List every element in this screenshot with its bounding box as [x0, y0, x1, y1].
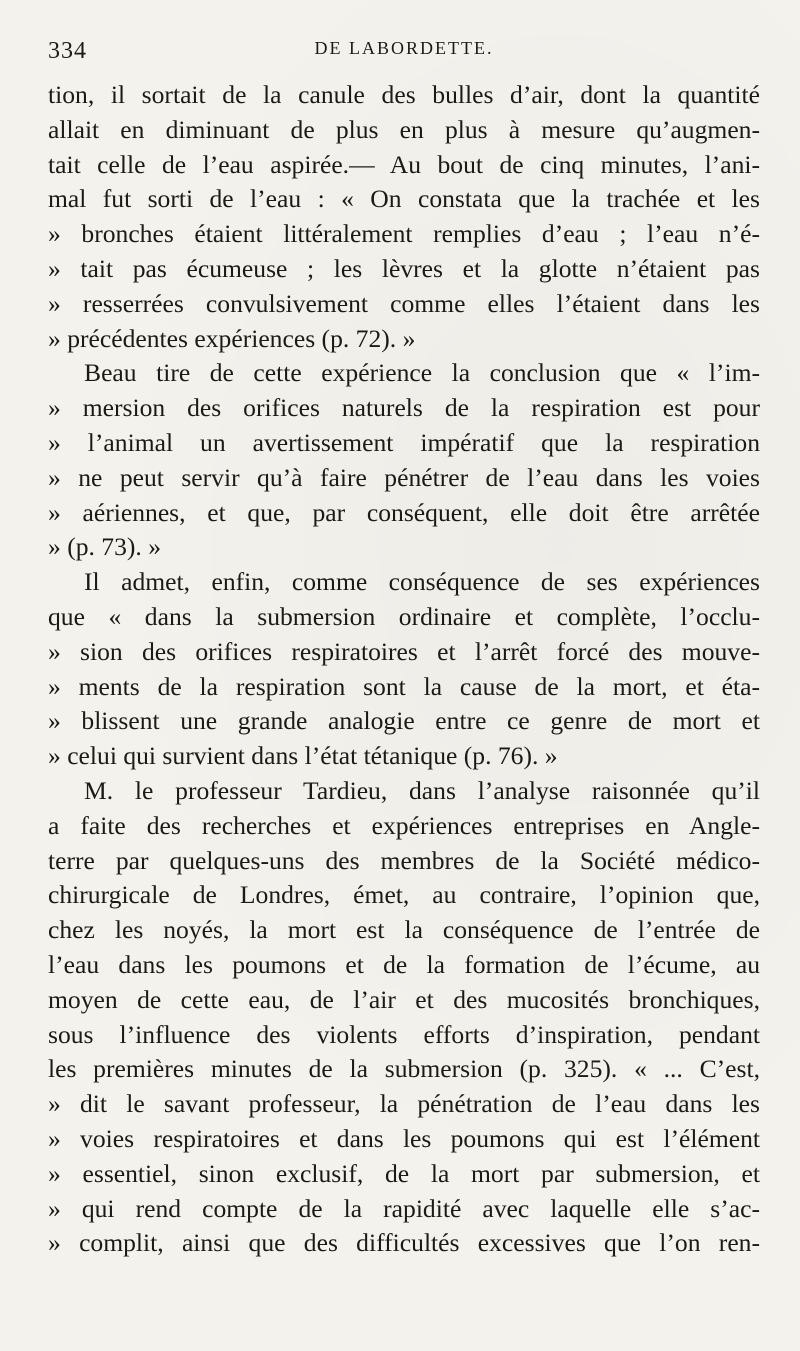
text-line: » sion des orifices respiratoires et l’arrêt forcé des mouve-	[48, 636, 760, 666]
running-head: DE LABORDETTE.	[314, 38, 494, 58]
text-line: chirurgicale de Londres, émet, au contraire, l’opinion que,	[48, 880, 760, 910]
text-line: l’eau dans les poumons et de la formation de l’écume, au	[48, 949, 760, 979]
text-line: moyen de cette eau, de l’air et des mucosités bronchiques,	[48, 984, 760, 1014]
text-line: M. le professeur Tardieu, dans l’analyse raisonnée qu’il	[84, 775, 760, 805]
text-line: mal fut sorti de l’eau : « On constata que la trachée et les	[48, 184, 760, 214]
page-number: 334	[48, 38, 87, 64]
text-line: les premières minutes de la submersion (p. 325). « ... C’est,	[48, 1054, 760, 1084]
text-line: » (p. 73). »	[48, 532, 162, 562]
text-line: » bronches étaient littéralement remplies d’eau ; l’eau n’é-	[48, 219, 760, 249]
text-line: » mersion des orifices naturels de la respiration est pour	[48, 393, 760, 423]
text-line: » l’animal un avertissement impératif que la respiration	[48, 427, 760, 457]
text-line: Il admet, enfin, comme conséquence de ses expériences	[84, 567, 760, 597]
text-line: tait celle de l’eau aspirée.— Au bout de cinq minutes, l’ani-	[48, 149, 760, 179]
text-line: » blissent une grande analogie entre ce genre de mort et	[48, 706, 760, 736]
text-line: terre par quelques-uns des membres de la Société médico-	[48, 845, 760, 875]
text-line: » complit, ainsi que des difficultés excessives que l’on ren-	[48, 1228, 760, 1258]
text-line: a faite des recherches et expériences entreprises en Angle-	[48, 810, 760, 840]
text-line: sous l’influence des violents efforts d’inspiration, pendant	[48, 1019, 760, 1049]
text-line: » ne peut servir qu’à faire pénétrer de l’eau dans les voies	[48, 462, 760, 492]
text-line: Beau tire de cette expérience la conclusion que « l’im-	[84, 358, 760, 388]
text-line: » dit le savant professeur, la pénétration de l’eau dans les	[48, 1089, 760, 1119]
text-line: » ments de la respiration sont la cause de la mort, et éta-	[48, 671, 760, 701]
text-line: » essentiel, sinon exclusif, de la mort par submersion, et	[48, 1158, 760, 1188]
text-line: allait en diminuant de plus en plus à mesure qu’augmen-	[48, 114, 760, 144]
text-line: » celui qui survient dans l’état tétanique (p. 76). »	[48, 741, 558, 771]
text-line: » qui rend compte de la rapidité avec laquelle elle s’ac-	[48, 1193, 760, 1223]
text-line: » voies respiratoires et dans les poumons qui est l’élément	[48, 1123, 760, 1153]
text-line: » précédentes expériences (p. 72). »	[48, 323, 416, 353]
body-text	[48, 78, 760, 1261]
text-line: » resserrées convulsivement comme elles l’étaient dans les	[48, 288, 760, 318]
text-line: chez les noyés, la mort est la conséquence de l’entrée de	[48, 915, 760, 945]
text-line: tion, il sortait de la canule des bulles d’air, dont la quantité	[48, 80, 760, 109]
page-header	[48, 30, 760, 78]
text-line: que « dans la submersion ordinaire et complète, l’occlu-	[48, 601, 760, 631]
text-line: » tait pas écumeuse ; les lèvres et la glotte n’étaient pas	[48, 253, 760, 283]
text-line: » aériennes, et que, par conséquent, elle doit être arrêtée	[48, 497, 760, 527]
